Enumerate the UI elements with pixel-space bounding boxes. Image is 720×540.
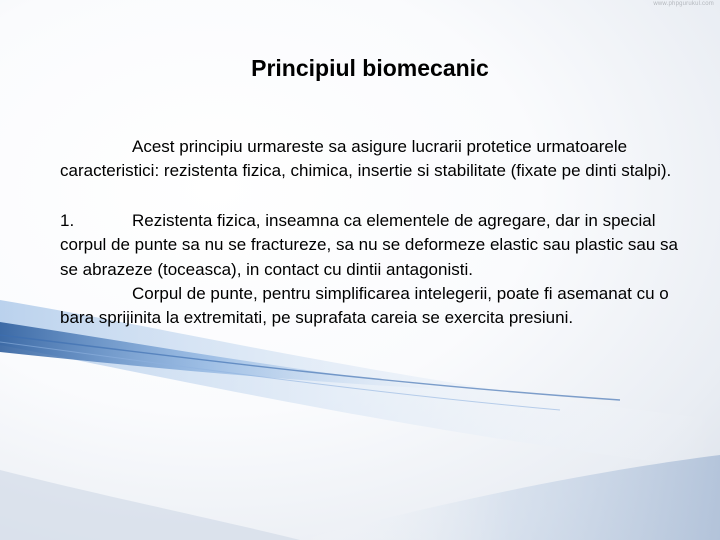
- slide-title: Principiul biomecanic: [251, 55, 489, 81]
- intro-paragraph: [60, 135, 690, 184]
- item-1-text: Rezistenta fizica, inseamna ca elementele de agregare, dar in special corpul de punte sa nu se fractureze, sa nu se deformeze elastic sau plastic sau sa se abrazeze (toceasca), in contact cu dintii antagonisti.: [60, 210, 679, 279]
- swoosh-bottom-left: [0, 470, 300, 540]
- item-1-followup-paragraph: [60, 282, 690, 331]
- watermark-text: www.phpgurukul.com: [653, 1, 714, 7]
- intro-text: Acest principiu urmareste sa asigure lucrarii protetice urmatoarele caracteristici: rezistenta fizica, chimica, insertie si stabilitate (fixate pe dinti stalpi).: [60, 137, 672, 181]
- slide-body: [60, 135, 690, 331]
- swoosh-bottom-right: [300, 455, 720, 540]
- item-1-number: 1.: [60, 210, 75, 230]
- paragraph-gap: [60, 184, 690, 209]
- item-1-paragraph: [60, 209, 690, 282]
- item-1-followup-text: Corpul de punte, pentru simplificarea intelegerii, poate fi asemanat cu o bara sprijinita la extremitati, pe suprafata careia se exercita presiuni.: [60, 284, 669, 328]
